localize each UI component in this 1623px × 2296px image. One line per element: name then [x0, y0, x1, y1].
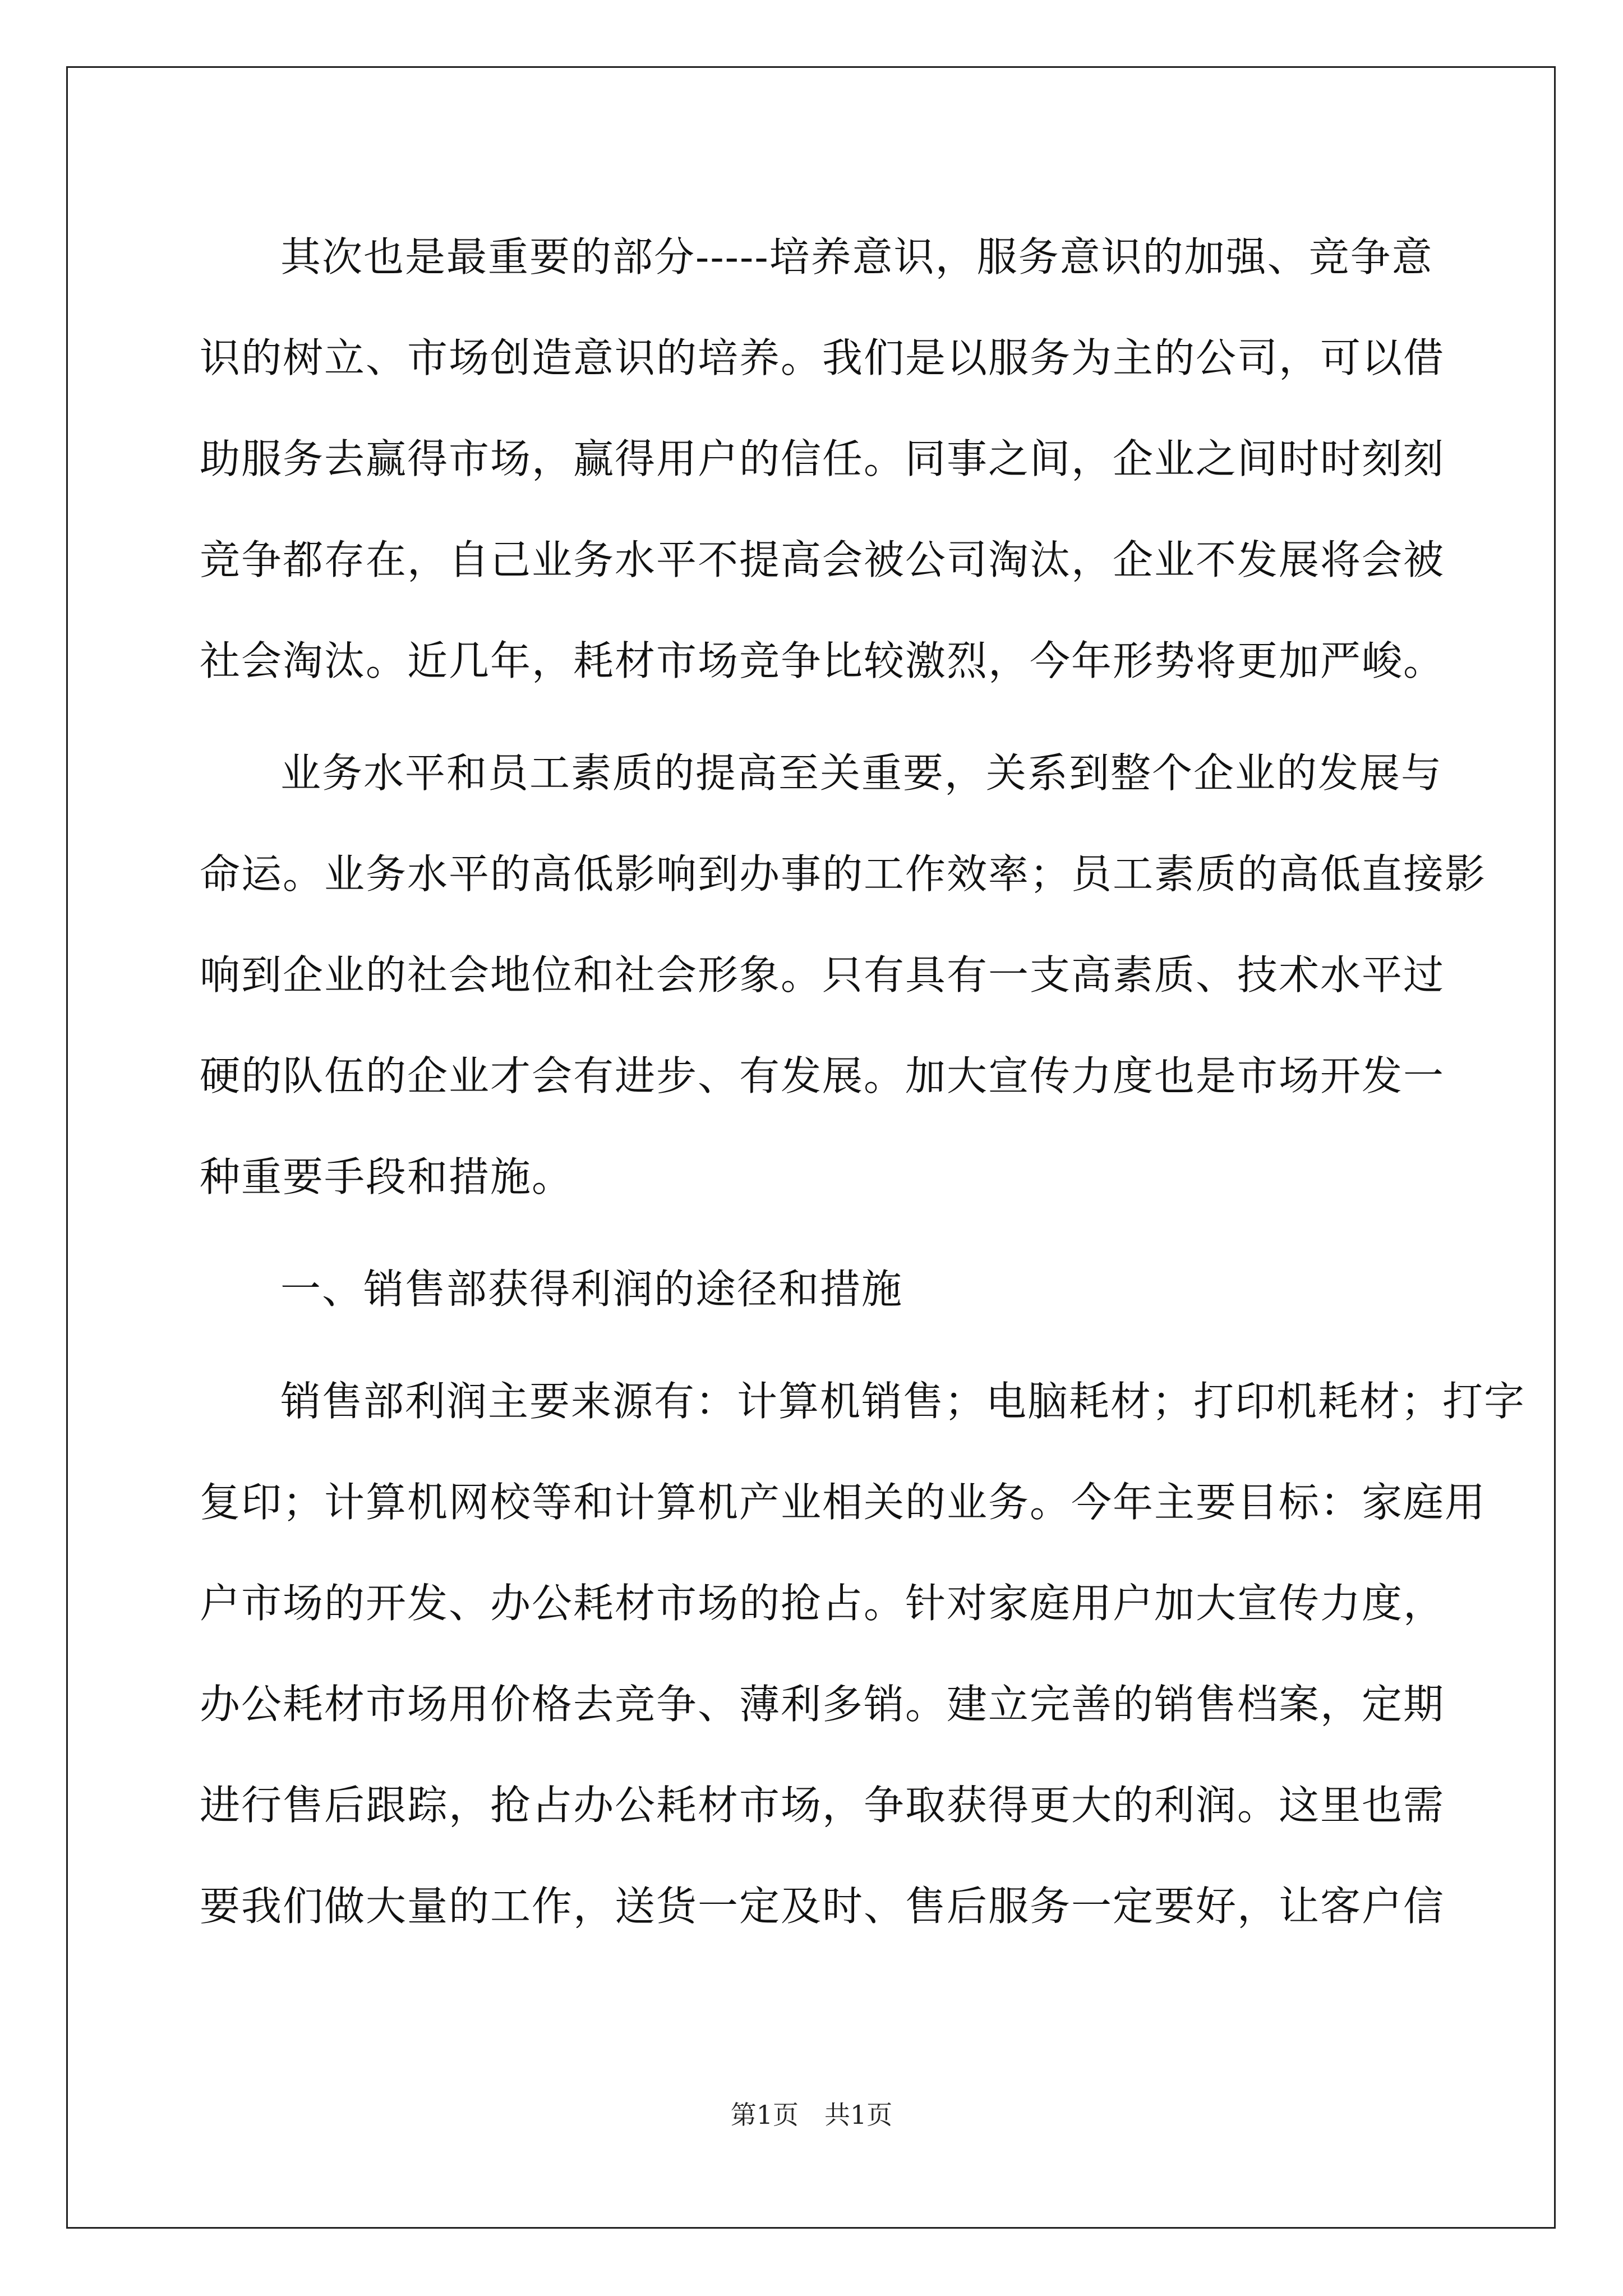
paragraph-gap — [200, 1340, 1428, 1351]
paragraph-3-line-4: 办公耗材市场用价格去竞争、薄利多销。建立完善的销售档案，定期 — [200, 1681, 1445, 1728]
page-footer — [0, 2098, 1623, 2132]
paragraph-1-line-3: 助服务去赢得市场，赢得用户的信任。同事之间，企业之间时时刻刻 — [200, 435, 1445, 482]
paragraph-1-line-1: 其次也是最重要的部分-----培养意识，服务意识的加强、竞争意 — [280, 233, 1433, 280]
page-total: 共1页 — [824, 2100, 893, 2130]
paragraph-1-line-5: 社会淘汰。近几年，耗材市场竞争比较激烈，今年形势将更加严峻。 — [200, 637, 1445, 684]
section-heading: 一、销售部获得利润的途径和措施 — [280, 1266, 903, 1313]
paragraph-1-line-4: 竞争都存在，自己业务水平不提高会被公司淘汰，企业不发展将会被 — [200, 536, 1445, 583]
paragraph-3-line-2: 复印；计算机网校等和计算机产业相关的业务。今年主要目标：家庭用 — [200, 1479, 1487, 1526]
paragraph-2-line-2: 命运。业务水平的高低影响到办事的工作效率；员工素质的高低直接影 — [200, 850, 1487, 898]
paragraph-3-line-1: 销售部利润主要来源有：计算机销售；电脑耗材；打印机耗材；打字 — [280, 1378, 1526, 1425]
paragraph-2-line-3: 响到企业的社会地位和社会形象。只有具有一支高素质、技术水平过 — [200, 951, 1445, 999]
paragraph-3-line-3: 户市场的开发、办公耗材市场的抢占。针对家庭用户加大宣传力度， — [200, 1580, 1445, 1627]
paragraph-2-line-1: 业务水平和员工素质的提高至关重要，关系到整个企业的发展与 — [280, 749, 1443, 797]
paragraph-3-line-6: 要我们做大量的工作，送货一定及时、售后服务一定要好，让客户信 — [200, 1883, 1445, 1930]
paragraph-2-line-5: 种重要手段和措施。 — [200, 1153, 574, 1200]
paragraph-1-line-2: 识的树立、市场创造意识的培养。我们是以服务为主的公司，可以借 — [200, 334, 1445, 381]
document-body — [200, 206, 1526, 1957]
paragraph-3-line-5: 进行售后跟踪，抢占办公耗材市场，争取获得更大的利润。这里也需 — [200, 1782, 1445, 1829]
paragraph-2-line-4: 硬的队伍的企业才会有进步、有发展。加大宣传力度也是市场开发一 — [200, 1052, 1445, 1099]
paragraph-gap — [200, 711, 1428, 723]
page-number: 第1页 — [730, 2100, 799, 2130]
paragraph-gap — [200, 1227, 1428, 1239]
